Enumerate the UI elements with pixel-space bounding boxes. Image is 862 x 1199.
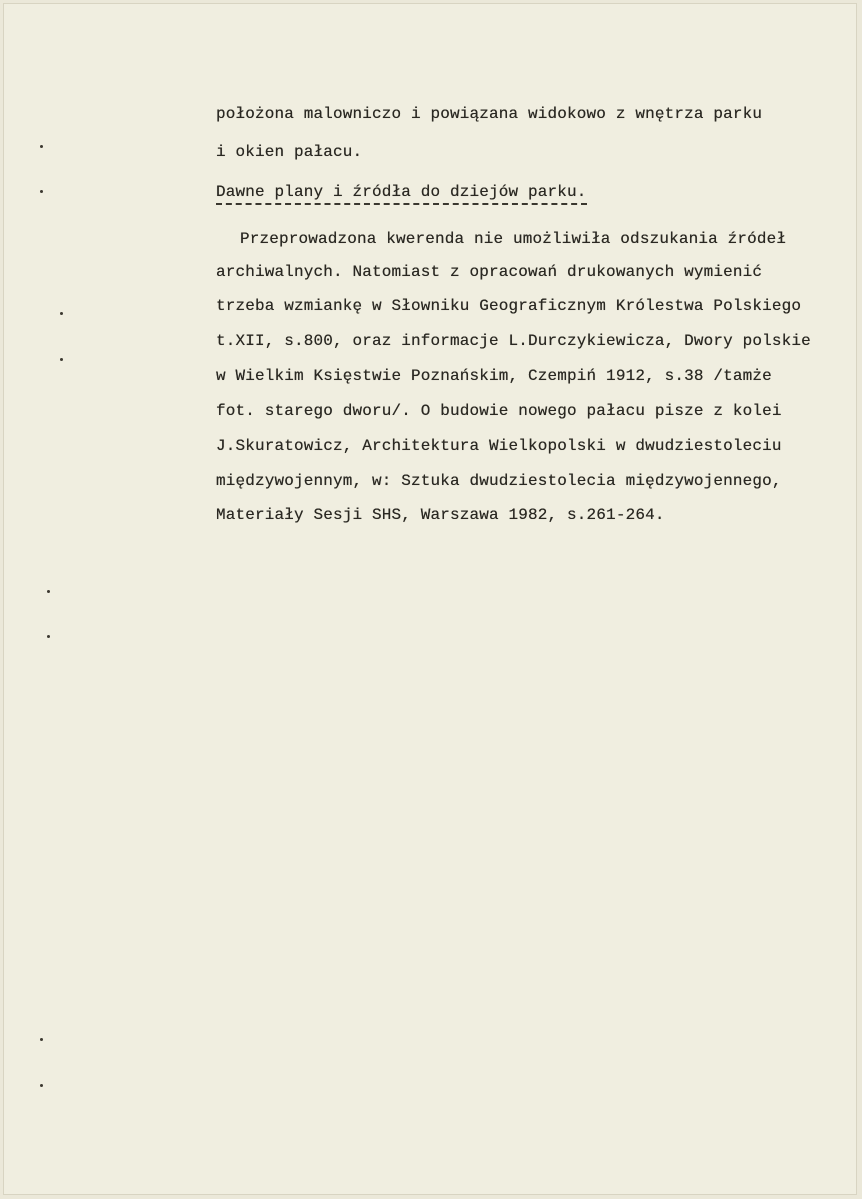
punch-hole-mark (40, 1084, 43, 1087)
punch-hole-mark (40, 1038, 43, 1041)
body-line-6: fot. starego dworu/. O budowie nowego pałacu pisze z kolei (216, 402, 782, 420)
punch-hole-mark (60, 358, 63, 361)
body-line-4: t.XII, s.800, oraz informacje L.Durczykiewicza, Dwory polskie (216, 332, 811, 350)
punch-hole-mark (40, 145, 43, 148)
body-line-1: Przeprowadzona kwerenda nie umożliwiła odszukania źródeł (240, 230, 787, 248)
punch-hole-mark (40, 190, 43, 193)
intro-line-1: położona malowniczo i powiązana widokowo z wnętrza parku (216, 105, 763, 123)
body-line-7: J.Skuratowicz, Architektura Wielkopolski w dwudziestoleciu (216, 437, 782, 455)
body-line-5: w Wielkim Księstwie Poznańskim, Czempiń 1912, s.38 /tamże (216, 367, 772, 385)
intro-line-2: i okien pałacu. (216, 143, 363, 161)
body-line-2: archiwalnych. Natomiast z opracowań drukowanych wymienić (216, 263, 763, 281)
body-line-3: trzeba wzmiankę w Słowniku Geograficznym Królestwa Polskiego (216, 297, 802, 315)
body-line-9: Materiały Sesji SHS, Warszawa 1982, s.261-264. (216, 506, 665, 524)
document-page (3, 3, 857, 1195)
section-heading: Dawne plany i źródła do dziejów parku. (216, 182, 587, 205)
punch-hole-mark (60, 312, 63, 315)
body-line-8: międzywojennym, w: Sztuka dwudziestolecia międzywojennego, (216, 472, 782, 490)
punch-hole-mark (47, 590, 50, 593)
punch-hole-mark (47, 635, 50, 638)
